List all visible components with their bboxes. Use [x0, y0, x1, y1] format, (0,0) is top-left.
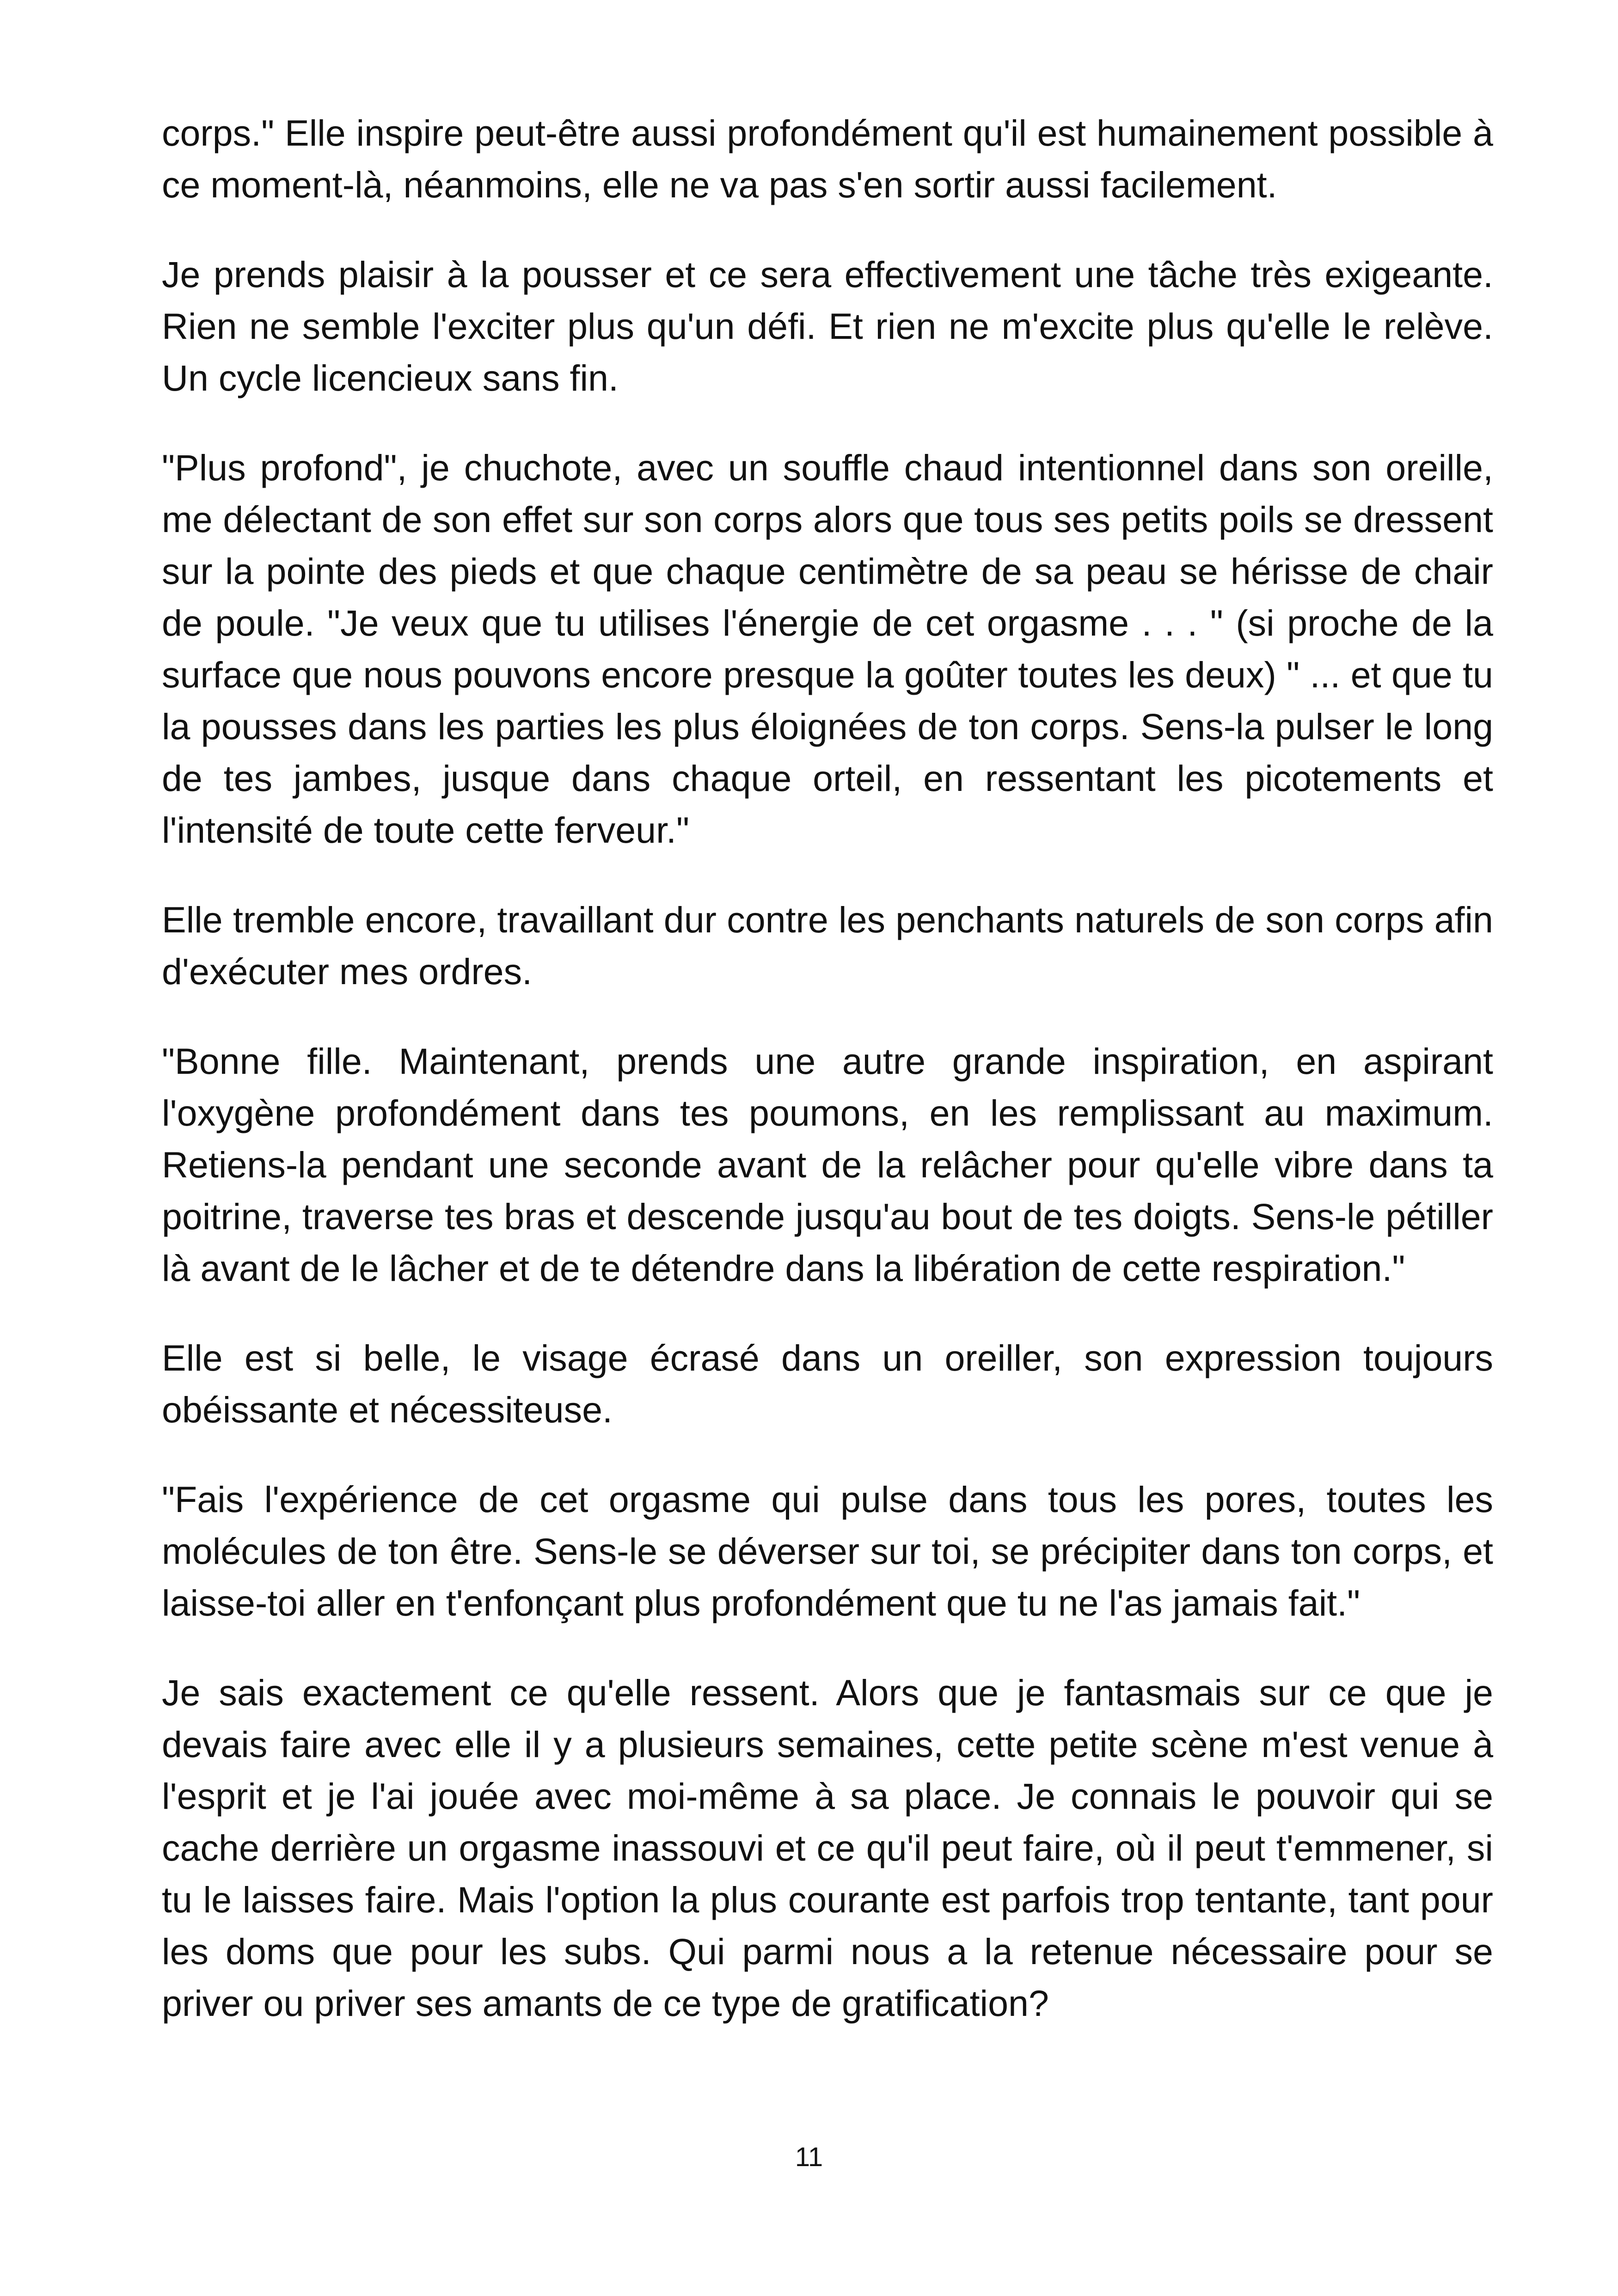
paragraph-2: Je prends plaisir à la pousser et ce sera effectivement une tâche très exigeante. Rien ne semble l'exciter plus qu'un défi. Et rien ne m'excite plus qu'elle le relève. Un cycle licencieux sans fin.	[162, 254, 1493, 398]
paragraph-7: "Fais l'expérience de cet orgasme qui pulse dans tous les pores, toutes les molécules de ton être. Sens-le se déverser sur toi, se précipiter dans ton corps, et laisse-toi aller en t'enfonçant plus profondément que tu ne l'as jamais fait."	[162, 1479, 1493, 1623]
paragraph-4: Elle tremble encore, travaillant dur contre les penchants naturels de son corps afin d'exécuter mes ordres.	[162, 899, 1493, 992]
page-body	[162, 107, 1493, 2067]
paragraph-5: "Bonne fille. Maintenant, prends une autre grande inspiration, en aspirant l'oxygène profondément dans tes poumons, en les remplissant au maximum. Retiens-la pendant une seconde avant de la relâcher pour qu'elle vibre dans ta poitrine, traverse tes bras et descende jusqu'au bout de tes doigts. Sens-le pétiller là avant de le lâcher et de te détendre dans la libération de cette respiration."	[162, 1041, 1493, 1289]
paragraph-1: corps." Elle inspire peut-être aussi profondément qu'il est humainement possible à ce moment-là, néanmoins, elle ne va pas s'en sortir aussi facilement.	[162, 112, 1493, 205]
paragraph-8: Je sais exactement ce qu'elle ressent. Alors que je fantasmais sur ce que je devais faire avec elle il y a plusieurs semaines, cette petite scène m'est venue à l'esprit et je l'ai jouée avec moi-même à sa place. Je connais le pouvoir qui se cache derrière un orgasme inassouvi et ce qu'il peut faire, où il peut t'emmener, si tu le laisses faire. Mais l'option la plus courante est parfois trop tentante, tant pour les doms que pour les subs. Qui parmi nous a la retenue nécessaire pour se priver ou priver ses amants de ce type de gratification?	[162, 1672, 1493, 2024]
paragraph-3: "Plus profond", je chuchote, avec un souffle chaud intentionnel dans son oreille, me délectant de son effet sur son corps alors que tous ses petits poils se dressent sur la pointe des pieds et que chaque centimètre de sa peau se hérisse de chair de poule. "Je veux que tu utilises l'énergie de cet orgasme . . . " (si proche de la surface que nous pouvons encore presque la goûter toutes les deux) " ... et que tu la pousses dans les parties les plus éloignées de ton corps. Sens-la pulser le long de tes jambes, jusque dans chaque orteil, en ressentant les picotements et l'intensité de toute cette ferveur."	[162, 447, 1493, 851]
page-number: 11	[795, 2142, 823, 2172]
paragraph-6: Elle est si belle, le visage écrasé dans un oreiller, son expression toujours obéissante et nécessiteuse.	[162, 1337, 1493, 1430]
